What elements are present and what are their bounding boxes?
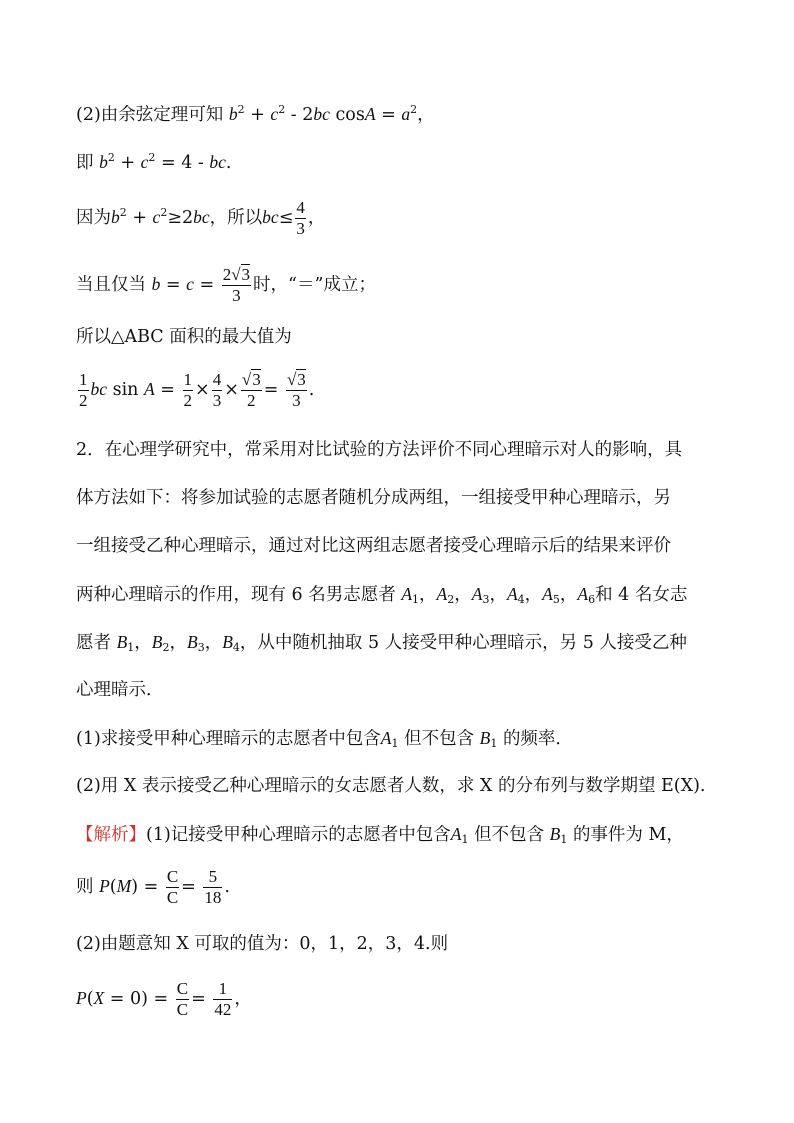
text: 时，“＝”成立；	[253, 275, 376, 295]
text: (1)求接受甲种心理暗示的志愿者中包含	[76, 729, 381, 749]
text: ，所以	[209, 208, 263, 228]
area-formula-line: $\frac{1}{2}$ bc sin A = $\frac{1}{2}$ × $\frac{4}{3}$ × $\frac{√3}{2}$ = $\frac{√3}{3}$ .	[79, 370, 315, 410]
solution-tag: 【解析】	[76, 825, 146, 845]
text: 两种心理暗示的作用，现有 6 名男志愿者	[76, 585, 396, 605]
problem-2-line-2	[76, 486, 671, 510]
text: 所以△ABC 面积的最大值为	[76, 327, 292, 347]
problem-2-line-5: 愿者 $B_1$，$B_2$，$B_3$，$B_4$，从中随机抽取 5 人接受甲种心理暗示，另 5 人接受乙种	[76, 632, 687, 654]
solution-line-2: 则 P(M) = $\frac{C}{C}$ = $\frac{5}{18}$ .	[76, 867, 230, 907]
equality-condition-line: 当且仅当 b = c = $\frac{2√3}{3}$ 时，“＝”成立；	[76, 265, 376, 305]
text: 的事件为 M，	[572, 825, 684, 845]
text: 的频率．	[502, 729, 573, 749]
cosine-law-line: (2)由余弦定理可知 $b^2 + c^2 - 2bc$ $\cos A = a^2$，	[76, 103, 435, 125]
text: 和 4 名女志	[595, 585, 688, 605]
problem-2-line-3	[76, 534, 671, 558]
text: 心理暗示．	[76, 680, 164, 700]
problem-2-line-6	[76, 678, 164, 702]
question-1: (1)求接受甲种心理暗示的志愿者中包含$A_1$ 但不包含 $B_1$ 的频率．	[76, 728, 573, 750]
text: (2)由题意知 X 可取的值为：0，1，2，3，4.则	[76, 934, 449, 954]
text: 愿者	[76, 633, 111, 653]
text: ，从中随机抽取 5 人接受甲种心理暗示，另 5 人接受乙种	[239, 633, 687, 653]
text: 但不包含	[404, 729, 475, 749]
solution-line-3	[76, 932, 448, 956]
solution-line-1: 【解析】(1)记接受甲种心理暗示的志愿者中包含$A_1$ 但不包含 $B_1$ 的事件为 M，	[76, 824, 684, 846]
problem-2-line-1	[76, 438, 682, 462]
problem-2-line-4: 两种心理暗示的作用，现有 6 名男志愿者 $A_1$，$A_2$，$A_3$，$A_4$，$A_5$，$A_6$和 4 名女志	[76, 584, 688, 606]
text: 一组接受乙种心理暗示，通过对比这两组志愿者接受心理暗示后的结果来评价	[76, 536, 671, 556]
text: 因为	[76, 208, 111, 228]
text: (2)由余弦定理可知	[76, 105, 224, 125]
question-2	[76, 774, 705, 798]
equation-line: 即 $b^2 + c^2 = 4$ - bc.	[76, 151, 232, 173]
max-area-line	[76, 325, 292, 349]
inequality-line: 因为$b^2 + c^2\ge 2bc$，所以bc≤ $\frac{4}{3}$ ，	[76, 198, 326, 238]
text: 当且仅当	[76, 275, 146, 295]
text: (2)用 X 表示接受乙种心理暗示的女志愿者人数，求 X 的分布列与数学期望 E(X).	[76, 776, 706, 796]
text: 2．在心理学研究中，常采用对比试验的方法评价不同心理暗示对人的影响，具	[76, 440, 683, 460]
text: 即	[76, 153, 94, 173]
text: 但不包含	[474, 825, 545, 845]
solution-line-4: P(X = 0) = $\frac{C}{C}$ = $\frac{1}{42}$ ，	[76, 979, 252, 1019]
text: 体方法如下：将参加试验的志愿者随机分成两组，一组接受甲种心理暗示，另	[76, 488, 671, 508]
text: 则	[76, 877, 94, 897]
text: (1)记接受甲种心理暗示的志愿者中包含	[146, 825, 451, 845]
